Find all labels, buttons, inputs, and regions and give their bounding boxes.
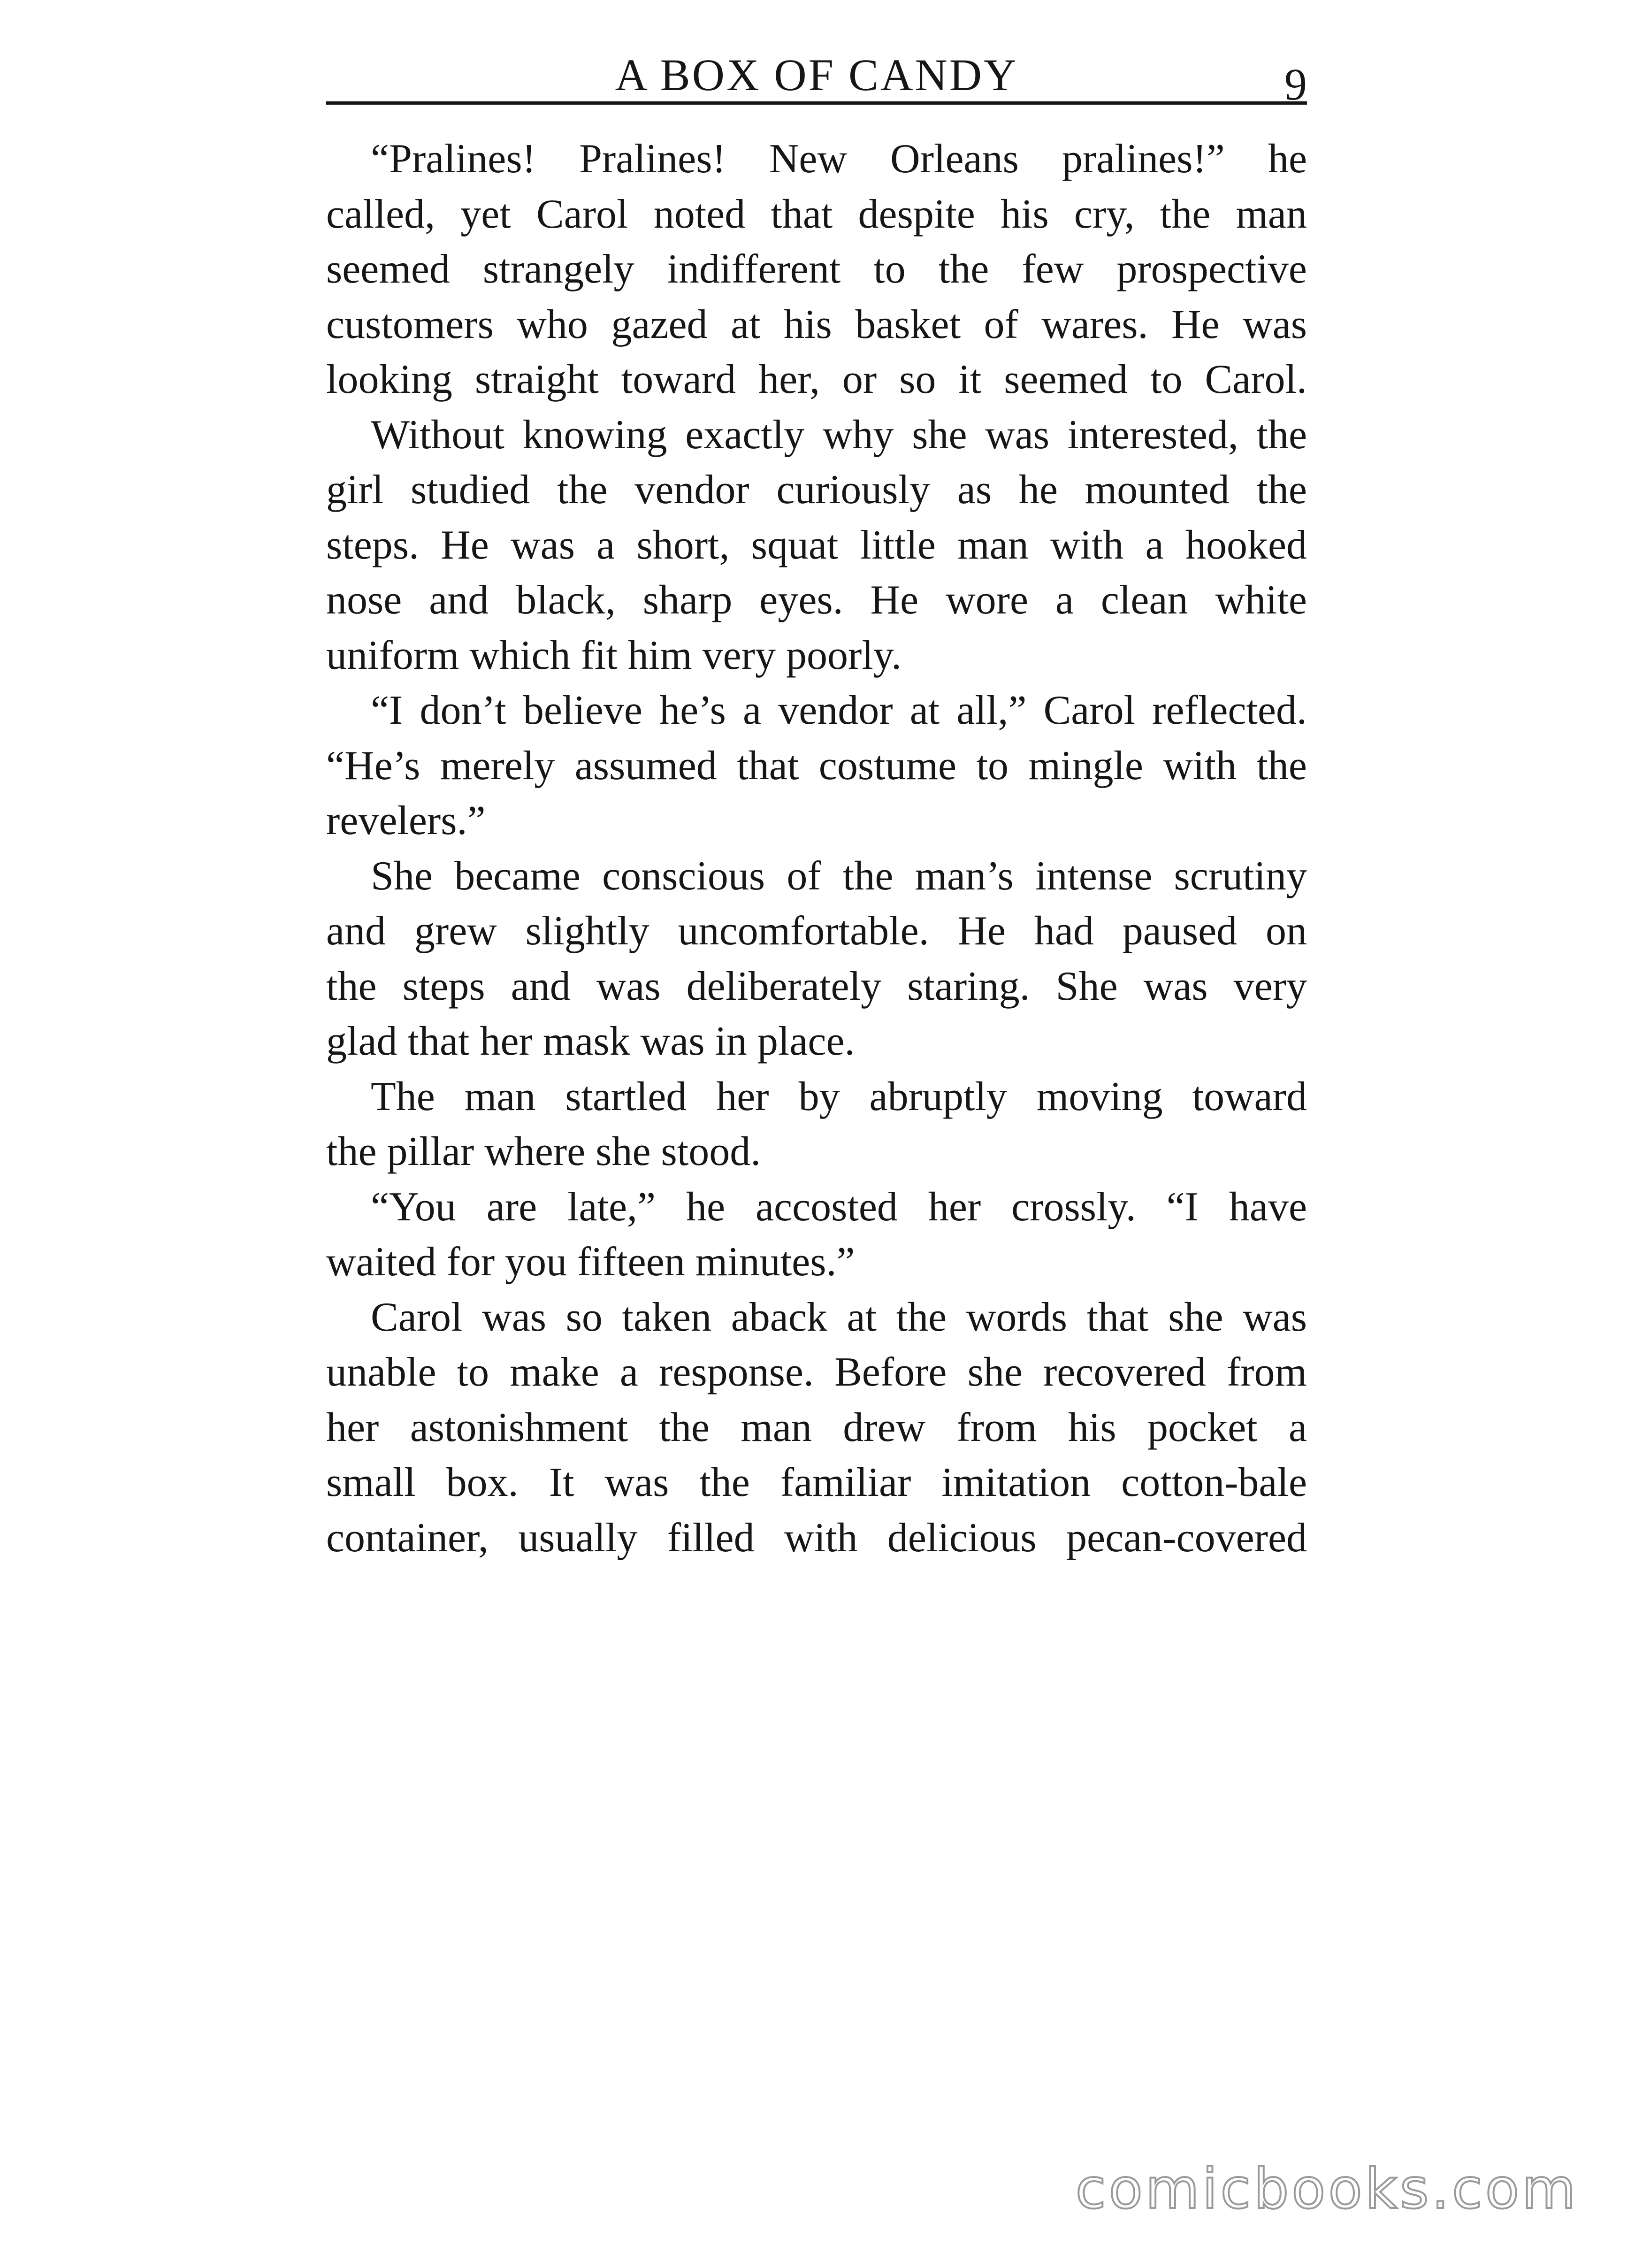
- text-line: “Pralines! Pralines! New Orleans pralines!” he: [371, 136, 1307, 182]
- watermark: comicbooks.com: [1075, 2156, 1579, 2221]
- text-line: revelers.”: [326, 798, 486, 843]
- text-line: the pillar where she stood.: [326, 1129, 761, 1174]
- paragraph: [326, 1290, 1307, 1566]
- paragraph: [326, 849, 1307, 1069]
- paragraph: [326, 131, 1307, 407]
- paragraph: [326, 683, 1307, 849]
- text-line: looking straight toward her, or so it seemed to Carol.: [326, 357, 1307, 402]
- text-line: “He’s merely assumed that costume to mingle with the: [326, 743, 1307, 789]
- running-head: A BOX OF CANDY: [615, 50, 1018, 100]
- text-line: waited for you fifteen minutes.”: [326, 1239, 855, 1285]
- text-line: girl studied the vendor curiously as he mounted the: [326, 467, 1307, 513]
- text-line: called, yet Carol noted that despite his cry, the man: [326, 191, 1307, 237]
- text-line: the steps and was deliberately staring. She was very: [326, 963, 1307, 1009]
- paragraph: [326, 407, 1307, 683]
- text-line: Carol was so taken aback at the words that she was: [371, 1294, 1307, 1340]
- text-line: She became conscious of the man’s intense scrutiny: [371, 853, 1307, 899]
- paragraph: [326, 1180, 1307, 1290]
- text-line: unable to make a response. Before she recovered from: [326, 1349, 1307, 1395]
- text-line: customers who gazed at his basket of wares. He was: [326, 301, 1307, 347]
- text-line: The man startled her by abruptly moving toward: [371, 1073, 1307, 1119]
- header-rule: [326, 101, 1307, 105]
- text-line: and grew slightly uncomfortable. He had paused on: [326, 908, 1307, 954]
- text-line: glad that her mask was in place.: [326, 1019, 855, 1064]
- page-number: 9: [1284, 59, 1307, 109]
- text-line: container, usually filled with delicious pecan-covered: [326, 1515, 1307, 1561]
- paragraph: [326, 1069, 1307, 1180]
- text-line: “I don’t believe he’s a vendor at all,” Carol reflected.: [371, 688, 1307, 733]
- body-text: [326, 131, 1307, 1565]
- text-line: nose and black, sharp eyes. He wore a clean white: [326, 577, 1307, 623]
- text-line: seemed strangely indifferent to the few prospective: [326, 246, 1307, 292]
- text-line: steps. He was a short, squat little man with a hooked: [326, 522, 1307, 568]
- text-line: uniform which fit him very poorly.: [326, 632, 902, 678]
- page-header: [326, 45, 1307, 109]
- text-line: her astonishment the man drew from his pocket a: [326, 1404, 1307, 1450]
- text-line: Without knowing exactly why she was interested, the: [371, 412, 1307, 458]
- text-line: small box. It was the familiar imitation cotton-bale: [326, 1460, 1307, 1505]
- text-line: “You are late,” he accosted her crossly. “I have: [371, 1184, 1307, 1230]
